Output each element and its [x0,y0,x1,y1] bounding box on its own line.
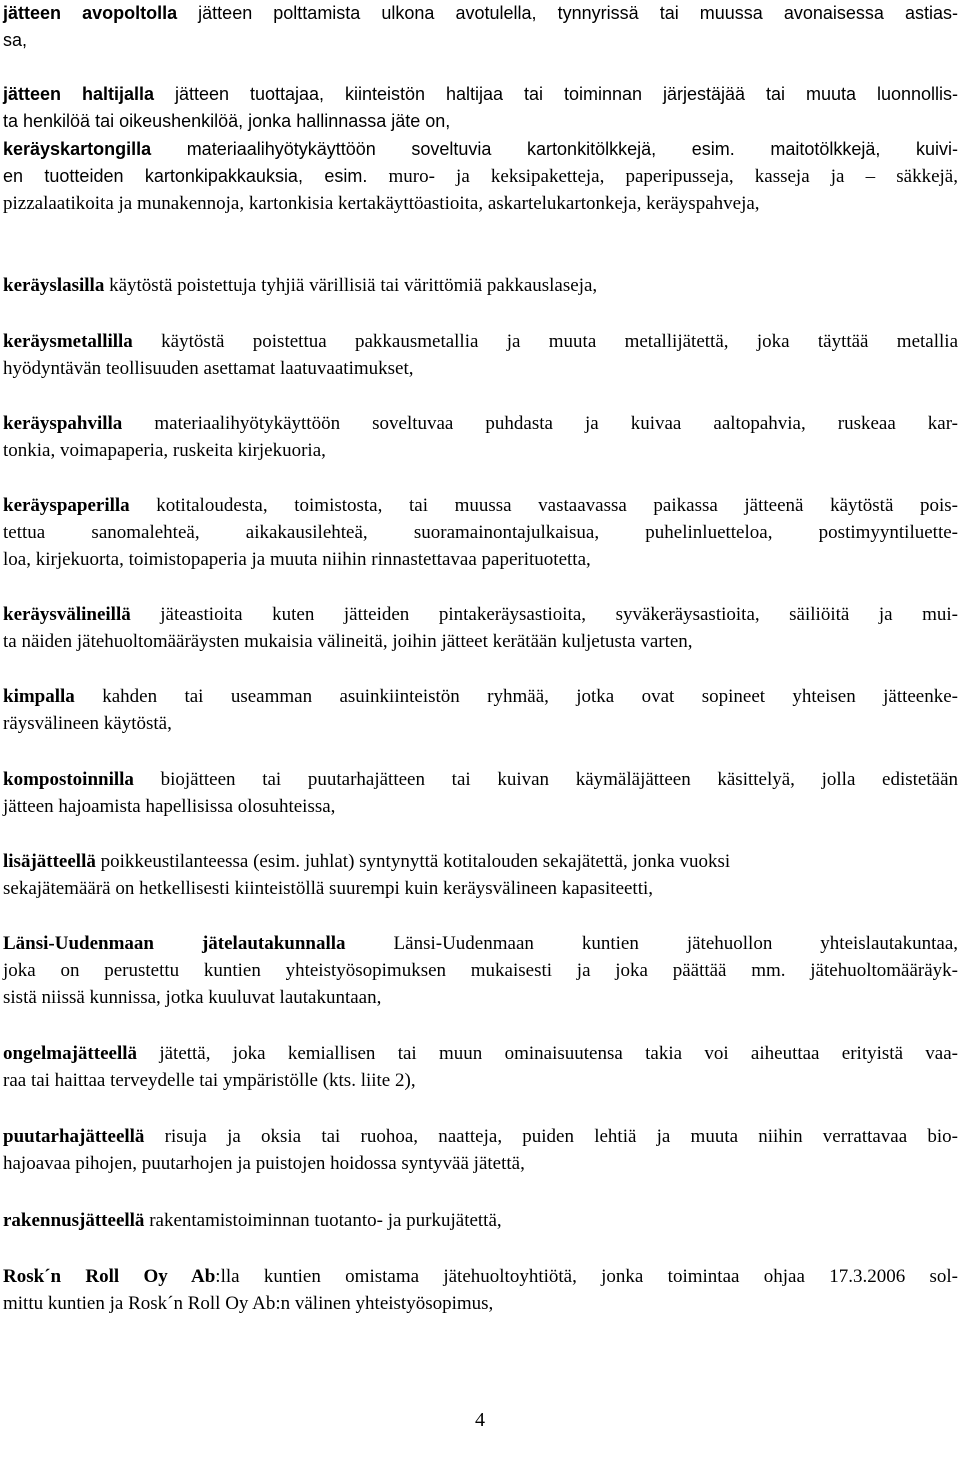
definition-keraymetalli [3,328,958,382]
definition-text: loa, kirjekuorta, toimistopaperia ja muuta niihin rinnastettavaa paperituotetta, [3,549,591,570]
definition-text: kahden tai useamman asuinkiinteistön ryhmää, jotka ovat sopineet yhteisen jätteenke- [102,686,958,707]
definition-text: pizzalaatikoita ja munakennoja, kartonkisia kertakäyttöastioita, askartelukartonkeja, keräyspahveja, [3,193,760,214]
definition-term: keräyspahvilla [3,413,123,434]
definition-text: sekajätemäärä on hetkellisesti kiinteistöllä suurempi kuin keräysvälineen kapasiteetti, [3,878,654,899]
definition-text: jätteen tuottajaa, kiinteistön haltijaa tai toiminnan järjestäjää tai muuta luonnollis- [174,84,958,104]
definition-avopoltto [3,0,958,54]
definition-text: tettua sanomalehteä, aikakausilehteä, suoramainontajulkaisua, puhelinluetteloa, postimyyntiluette- [3,522,958,543]
definition-text: rakentamistoiminnan tuotanto- ja purkujätettä, [149,1210,502,1231]
definition-haltija [3,81,958,135]
definition-text: muro- ja keksipaketteja, paperipusseja, kasseja ja – säkkejä, [388,166,958,187]
definition-term: keräyslasilla [3,275,105,296]
definition-term: kimpalla [3,686,75,707]
definition-text: :lla kuntien omistama jätehuoltoyhtiötä, jonka toimintaa ohjaa 17.3.2006 sol- [215,1266,958,1287]
definition-text: jäteastioita kuten jätteiden pintakeräysastioita, syväkeräysastioita, säiliöitä ja mui- [160,604,959,625]
definition-lisajate [3,848,958,902]
definition-term: Rosk´n Roll Oy Ab [3,1266,216,1287]
definition-text: käytöstä poistettuja tyhjiä värillisiä tai värittömiä pakkauslaseja, [109,275,598,296]
definition-text: kotitaloudesta, toimistosta, tai muussa vastaavassa paikassa jätteenä käytöstä pois- [156,495,958,516]
definition-text: ta näiden jätehuoltomääräysten mukaisia välineitä, joihin jätteet kerätään kuljetusta varten, [3,631,693,652]
definition-ongelmajate [3,1040,958,1094]
definition-keraypahvi [3,410,958,464]
definition-text: poikkeustilanteessa (esim. juhlat) syntynyttä kotitalouden sekajätettä, jonka vuoksi [100,851,731,872]
definition-text: en tuotteiden kartonkipakkauksia, esim. [3,166,368,186]
definition-text: joka on perustettu kuntien yhteistyösopimuksen mukaisesti ja joka päättää mm. jätehuoltomääräyk- [3,960,958,981]
definition-term: jätteen avopoltolla [3,3,178,23]
definition-term: keräysvälineillä [3,604,131,625]
definition-text: Länsi-Uudenmaan kuntien jätehuollon yhteislautakuntaa, [393,933,959,954]
definition-term: jätteen haltijalla [3,84,155,104]
definition-term: puutarhajätteellä [3,1126,145,1147]
definition-lautakunta [3,930,958,1011]
definition-text: jätettä, joka kemiallisen tai muun ominaisuutensa takia voi aiheuttaa erityistä vaa- [159,1043,958,1064]
definition-puutarhajate [3,1123,958,1177]
definition-rakennusjate [3,1207,958,1234]
definition-term: lisäjätteellä [3,851,96,872]
definition-term: rakennusjätteellä [3,1210,145,1231]
definition-text: jätteen polttamista ulkona avotulella, tynnyrissä tai muussa avonaisessa astias- [198,3,958,23]
definition-text: mittu kuntien ja Rosk´n Roll Oy Ab:n välinen yhteistyösopimus, [3,1293,494,1314]
definition-text: raa tai haittaa terveydelle tai ympäristölle (kts. liite 2), [3,1070,416,1091]
definition-term: ongelmajätteellä [3,1043,138,1064]
definition-text: sistä niissä kunnissa, jotka kuuluvat lautakuntaan, [3,987,382,1008]
definition-text: ta henkilöä tai oikeushenkilöä, jonka hallinnassa jäte on, [3,111,451,131]
definition-text: käytöstä poistettua pakkausmetallia ja muuta metallijätettä, joka täyttää metallia [161,331,958,352]
definition-kerayskartonki-cont [3,163,958,217]
definition-keraylasi [3,272,958,299]
definition-text: räysvälineen käytöstä, [3,713,172,734]
definition-term: keräyspaperilla [3,495,130,516]
definition-text: biojätteen tai puutarhajätteen tai kuivan käymäläjätteen käsittelyä, jolla edistetään [160,769,959,790]
page-number: 4 [475,1409,485,1431]
definition-rosknroll [3,1263,958,1317]
definition-kimppa [3,683,958,737]
definition-term: Länsi-Uudenmaan jätelautakunnalla [3,933,346,954]
definition-keraysvaline [3,601,958,655]
definition-text: tonkia, voimapaperia, ruskeita kirjekuoria, [3,440,326,461]
definition-term: kompostoinnilla [3,769,134,790]
definition-kerayskartonki [3,136,958,163]
definition-text: risuja ja oksia tai ruohoa, naatteja, puiden lehtiä ja muuta niihin verrattavaa bio- [164,1126,958,1147]
definition-text: hajoavaa pihojen, puutarhojen ja puistojen hoidossa syntyvää jätettä, [3,1153,525,1174]
definition-term: keräysmetallilla [3,331,133,352]
definition-text: jätteen hajoamista hapellisissa olosuhteissa, [3,796,336,817]
definition-text: hyödyntävän teollisuuden asettamat laatuvaatimukset, [3,358,414,379]
definition-text: sa, [3,30,28,50]
definition-keraypaperi [3,492,958,573]
definition-term: keräyskartongilla [3,139,152,159]
definition-text: materiaalihyötykäyttöön soveltuvia kartonkitölkkejä, esim. maitotölkkejä, kuivi- [186,139,958,159]
definition-kompostointi [3,766,958,820]
definition-text: materiaalihyötykäyttöön soveltuvaa puhdasta ja kuivaa aaltopahvia, ruskeaa kar- [154,413,959,434]
